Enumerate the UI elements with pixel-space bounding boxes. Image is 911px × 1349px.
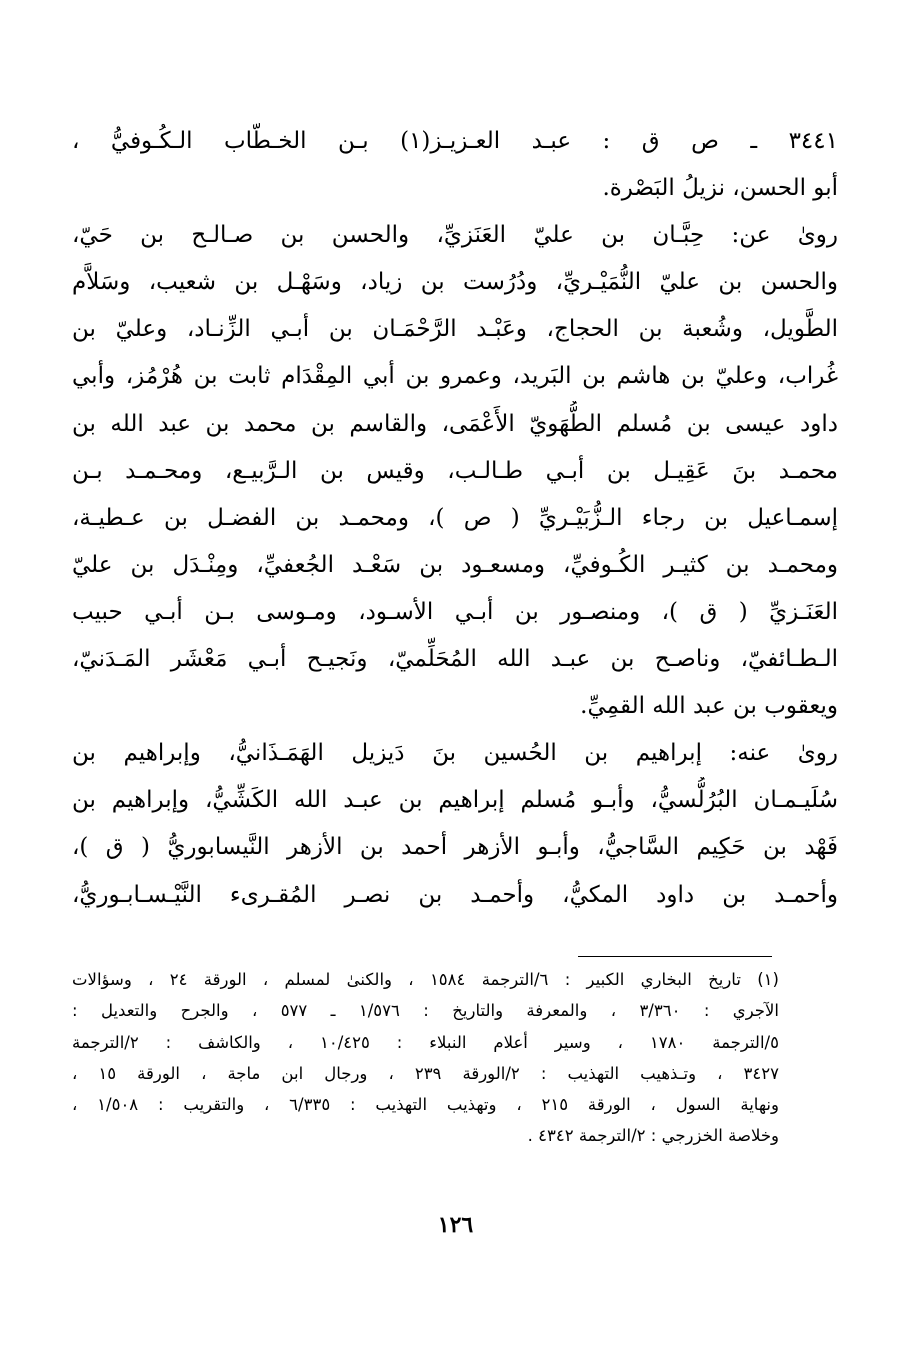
narrated-by-line: وأحمـد بن داود المكيُّ، وأحمـد بن نصـر المُقـرىء النَّيْـسـابـوريُّ، bbox=[72, 881, 838, 908]
narrated-by-line: روىٰ عنه: إبراهيم بن الحُسين بنَ دَيزيل الهَمَـذَانيُّ، وإبراهيم بن bbox=[72, 740, 838, 767]
footnote-line: وخلاصة الخزرجي : ٢/الترجمة ٤٣٤٢ . bbox=[527, 1126, 779, 1146]
page-number: ١٢٦ bbox=[437, 1212, 474, 1238]
footnotes bbox=[72, 964, 779, 1152]
narrated-from-line: محمـد بنَ عَقِيـل بن أبـي طـالـب، وقيس بن الـرَّبيـع، ومحـمـد بـن bbox=[72, 457, 838, 484]
footnote-line: ونهاية السول ، الورقة ٢١٥ ، وتهذيب التهذيب : ٦/٣٣٥ ، والتقريب : ١/٥٠٨ ، bbox=[72, 1095, 779, 1115]
footnote-line: الآجري : ٣/٣٦٠ ، والمعرفة والتاريخ : ١/٥٧٦ ـ ٥٧٧ ، والجرح والتعديل : bbox=[72, 1001, 779, 1021]
narrated-from-line: ويعقوب بن عبد الله القمِيِّ. bbox=[580, 693, 838, 720]
entry-header-line: ٣٤٤١ ـ ص ق : عبـد العـزيـز(١) بـن الخـطّاب الـكُـوفيُّ ، bbox=[72, 128, 838, 154]
narrated-from-line: الطَّويل، وشُعبة بن الحجاج، وعَبْـد الرَّحْمَـان بن أبـي الزِّنـاد، وعليّ بن bbox=[72, 316, 838, 343]
narrated-from-line: غُراب، وعليّ بن هاشم بن البَريد، وعمرو بن أبي المِقْدَام ثابت بن هُرْمُز، وأبي bbox=[72, 363, 838, 390]
narrated-from-line: والحسن بن عليّ النُّمَيْـريِّ، ودُرُست بن زياد، وسَهْـل بن شعيب، وسَلاَّم bbox=[72, 269, 838, 296]
narrated-from-line: داود عيسى بن مُسلم الطُّهَويّ الأَعْمَى، والقاسم بن محمد بن عبد الله بن bbox=[72, 410, 838, 437]
narrated-from-line: روىٰ عن: حِبَّـان بن عليّ العَنَزيِّ، والحسن بن صـالـح بن حَيّ، bbox=[72, 222, 838, 249]
entry-header-line-2: أبو الحسن، نزيلُ البَصْرة. bbox=[602, 175, 838, 202]
narrated-by-line: سُلَيـمـان البُرُلُّسيُّ، وأبـو مُسلم إبراهيم بن عبـد الله الكَشِّيُّ، وإبراهيم بن bbox=[72, 787, 838, 814]
narrated-from-line: العَنَـزيِّ ( ق )، ومنصـور بن أبـي الأسـود، ومـوسى بـن أبـي حبيب bbox=[72, 598, 838, 625]
narrated-from-line: الـطـائفيّ، وناصـح بن عبـد الله المُحَلِّميّ، ونَجيـح أبـي مَعْشَر المَـدَنيّ، bbox=[72, 646, 838, 673]
narrated-from-line: ومحمـد بن كثيـر الكُـوفيِّ، ومسعـود بن سَعْـد الجُعفيِّ، ومِنْـدَل بن عليّ bbox=[72, 551, 838, 578]
narrated-from-line: إسمـاعيل بن رجاء الـزُّبَيْـريِّ ( ص )، ومحمـد بن الفضـل بن عـطيـة، bbox=[72, 504, 838, 531]
footnote-line: (١) تاريخ البخاري الكبير : ٦/الترجمة ١٥٨٤ ، والكنىٰ لمسلم ، الورقة ٢٤ ، وسؤالات bbox=[72, 970, 779, 989]
narrated-by-line: فَهْد بن حَكِيم السَّاجيُّ، وأبـو الأزهر أحمد بن الأزهر النَّيسابوريُّ ( ق )، bbox=[72, 834, 838, 861]
footnote-line: ٣٤٢٧ ، وتـذهيب التهذيب : ٢/الورقة ٢٣٩ ، ورجال ابن ماجة ، الورقة ١٥ ، bbox=[72, 1063, 779, 1083]
footnote-line: ٥/الترجمة ١٧٨٠ ، وسير أعلام النبلاء : ١٠/٤٢٥ ، والكاشف : ٢/الترجمة bbox=[72, 1032, 779, 1052]
footnote-divider bbox=[578, 956, 772, 957]
entry-body bbox=[72, 118, 838, 919]
